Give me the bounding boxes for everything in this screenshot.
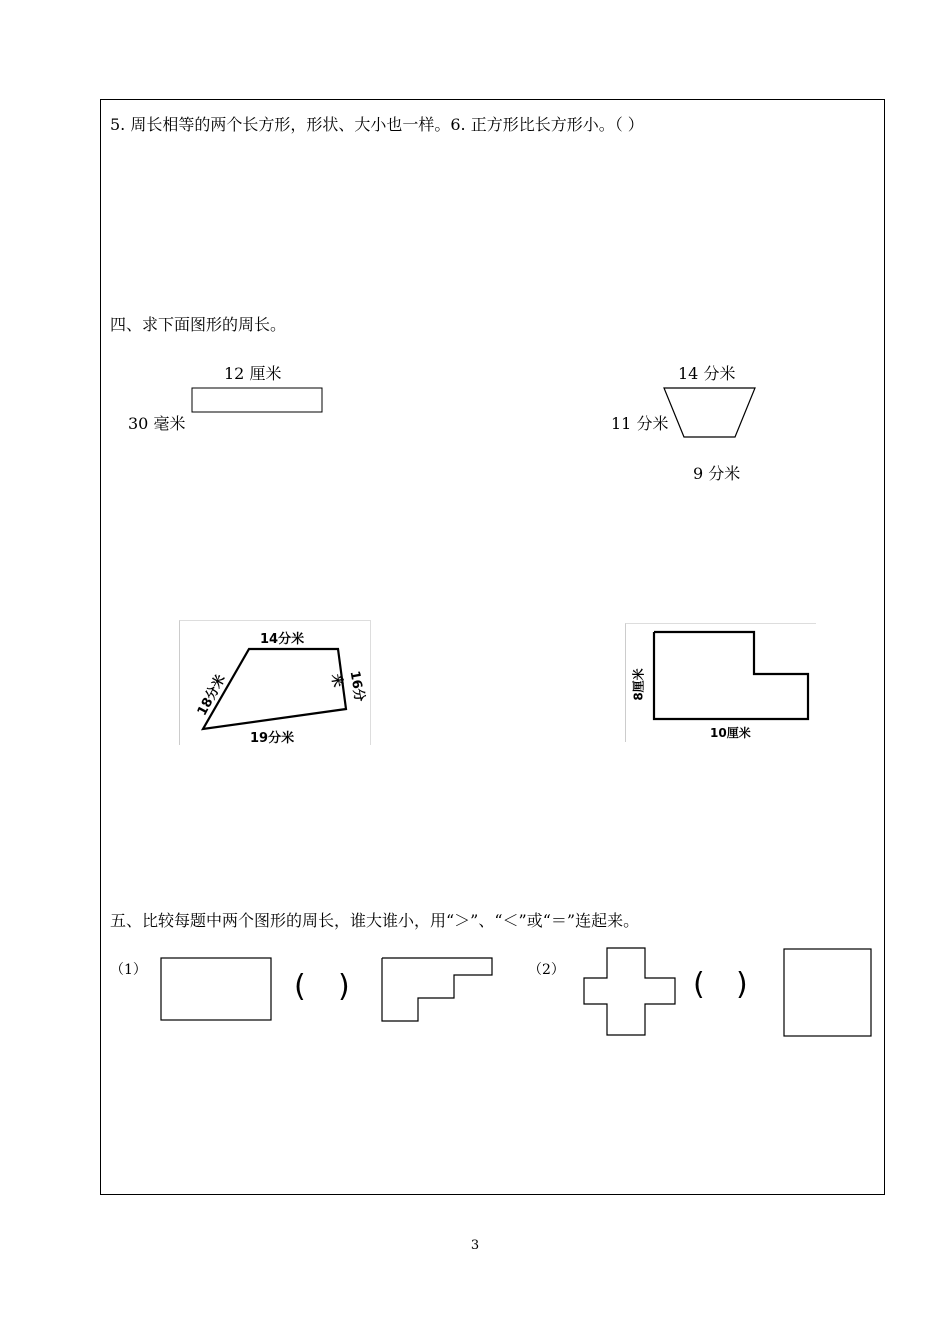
compare-2-open-paren: (	[693, 967, 705, 1002]
quad-right-label: 16分米	[327, 669, 367, 703]
rect-top-label: 12 厘米	[224, 364, 282, 383]
compare-2-close-paren[interactable]: )	[736, 967, 748, 1002]
compare-1-close-paren[interactable]: )	[338, 969, 350, 1004]
rect-side-label: 30 毫米	[128, 414, 186, 433]
question-5-text: 5. 周长相等的两个长方形，形状、大小也一样。6. 正方形比长方形小。（ ）	[110, 115, 644, 134]
quad-bottom-label: 19分米	[250, 731, 295, 746]
section-5-title: 五、比较每题中两个图形的周长，谁大谁小，用“＞”、“＜”或“＝”连起来。	[110, 911, 640, 930]
page-number: 3	[470, 1238, 480, 1253]
compare-1-open-paren: (	[294, 969, 306, 1004]
quad-left-label: 18分米	[194, 672, 229, 719]
l-shape-side-label: 8厘米	[631, 668, 646, 701]
item-2-label: （2）	[528, 962, 565, 978]
trapezoid-bottom-label: 9 分米	[693, 464, 741, 483]
trapezoid-side-label: 11 分米	[611, 414, 669, 433]
section-4-title: 四、求下面图形的周长。	[110, 315, 287, 334]
l-shape-bottom-label: 10厘米	[710, 726, 751, 740]
item-1-label: （1）	[110, 962, 147, 978]
trapezoid-top-label: 14 分米	[678, 364, 736, 383]
quad-top-label: 14分米	[260, 632, 305, 647]
